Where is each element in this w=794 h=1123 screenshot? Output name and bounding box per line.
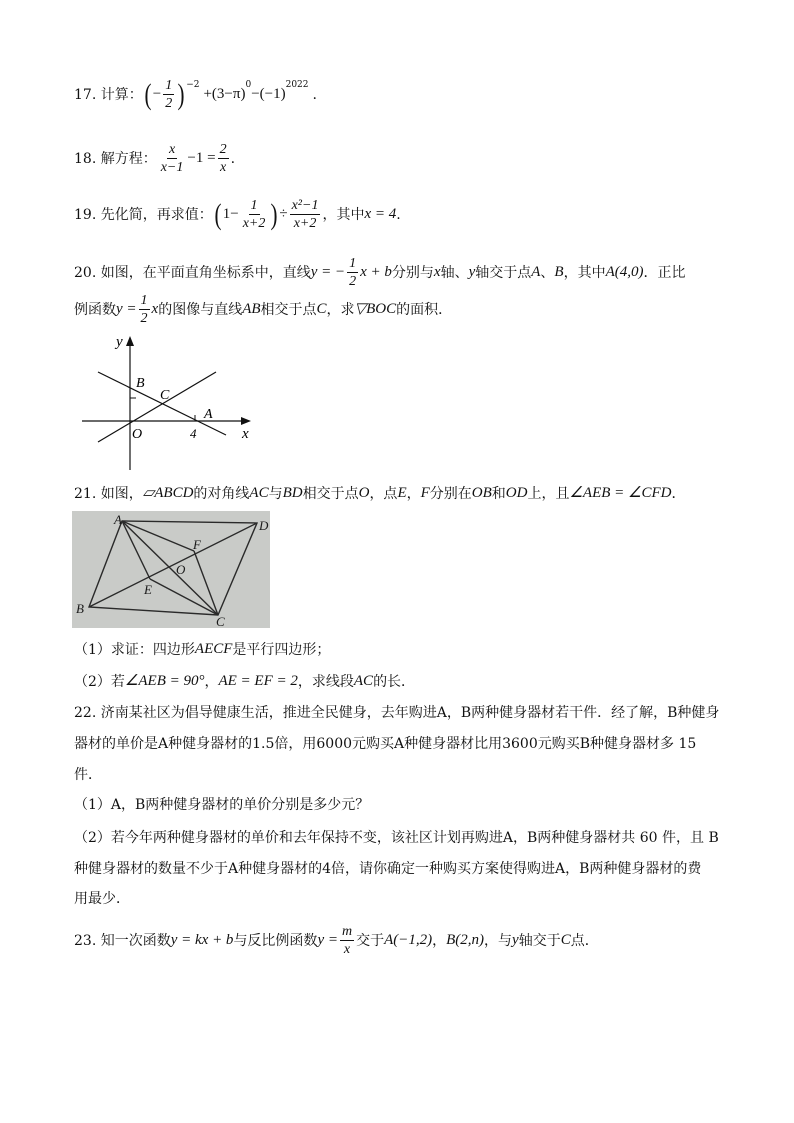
right-paren: ) bbox=[177, 77, 185, 111]
axis-y-label: y bbox=[116, 334, 123, 350]
question-22-line-3: 件． bbox=[74, 767, 102, 783]
q17-fraction: $\frac{1}{2}$ bbox=[165, 78, 173, 112]
q18-fraction-2: $\frac{2}{x}$ bbox=[219, 142, 227, 176]
question-21-part-1: （1）求证：四边形 AECF 是平行四边形； bbox=[74, 641, 331, 658]
q17-label: 17. 计算： bbox=[74, 86, 143, 103]
q18-label: 18. 解方程： bbox=[74, 150, 157, 167]
photo-label-F: F bbox=[193, 537, 201, 552]
photo-label-E: E bbox=[144, 582, 152, 597]
q20-coordinate-figure bbox=[76, 332, 256, 474]
q17-exponent-3: 2022 bbox=[285, 80, 309, 91]
question-21-part-2: （2）若 ∠AEB = 90° ， AE = EF = 2 ，求线段 AC 的长． bbox=[74, 673, 416, 690]
q19-fraction-2: $\frac{\text{x²−1}}{x+2}$ bbox=[291, 198, 319, 232]
question-22-part-2-line-2: 种健身器材的数量不少于A种健身器材的4倍，请你确定一种购买方案使得购进A，B两种健身器材的费 bbox=[74, 861, 702, 877]
q19-fraction-1: $\frac{1}{x+2}$ bbox=[242, 198, 266, 232]
photo-label-A: A bbox=[114, 512, 122, 527]
point-C-label: C bbox=[160, 388, 170, 403]
question-19: 19. 先化简，再求值： ( 1− $\frac{1}{x+2}$ ) ÷ $\frac{\text{x²−1}}{x+2}$ ，其中 x = 4 . bbox=[74, 197, 401, 232]
photo-label-C: C bbox=[216, 614, 225, 628]
question-20-line-2: 例函数 y = $\frac{1}{2}$ x 的图像与直线 AB 相交于点 C ，求 ▽BOC 的面积． bbox=[74, 293, 453, 327]
question-21: 21. 如图， ▱ABCD 的对角线 AC 与 BD 相交于点 O ，点 E ， F 分别在 OB 和 OD 上，且 ∠AEB = ∠CFD ． bbox=[74, 485, 686, 502]
question-20-line-1: 20. 如图，在平面直角坐标系中，直线 y = − $\frac{1}{2}$ x + b 分别与 x 轴、 y 轴交于点 A 、 B ，其中 A(4,0) ．正比 bbox=[74, 256, 686, 290]
photo-label-D: D bbox=[259, 518, 269, 533]
photo-label-B: B bbox=[76, 601, 84, 616]
q17-exponent-2: 0 bbox=[245, 80, 252, 91]
q17-term-2: +(3−π) bbox=[203, 86, 246, 103]
point-A-label: A bbox=[204, 407, 213, 422]
axis-x-label: x bbox=[242, 426, 249, 442]
question-18: 18. 解方程： $\frac{x}{x-1}$ −1 = $\frac{2}{x}$ . bbox=[74, 142, 236, 176]
point-B-label: B bbox=[136, 376, 145, 391]
photo-label-O: O bbox=[176, 562, 186, 577]
tick-4-label: 4 bbox=[190, 426, 197, 441]
question-22-line-1: 22. 济南某社区为倡导健康生活，推进全民健身，去年购进A，B两种健身器材若干件．经了解，B种健身 bbox=[74, 705, 720, 721]
question-17: 17. 计算： ( − $\frac{1}{2}$ ) −2 +(3−π) 0 −(−1) 2022 . bbox=[74, 77, 317, 112]
q17-exponent-1: −2 bbox=[186, 80, 200, 91]
left-paren: ( bbox=[144, 77, 152, 111]
origin-label: O bbox=[132, 427, 143, 442]
q21-parallelogram-figure bbox=[72, 511, 270, 628]
question-22-line-2: 器材的单价是A种健身器材的1.5倍，用6000元购买A种健身器材比用3600元购买B种健身器材多 15 bbox=[74, 736, 697, 752]
question-23: 23. 知一次函数 y = kx + b 与反比例函数 y = $\frac{m}{x}$ 交于 A(−1,2) ， B(2,n) ，与 y 轴交于 C 点． bbox=[74, 924, 599, 958]
question-22-part-1: （1）A，B两种健身器材的单价分别是多少元？ bbox=[74, 797, 370, 813]
question-22-part-2-line-3: 用最少． bbox=[74, 891, 130, 907]
q19-label: 19. 先化简，再求值： bbox=[74, 206, 213, 223]
q18-fraction-1: $\frac{x}{x-1}$ bbox=[160, 142, 184, 176]
q17-term-3: −(−1) bbox=[251, 86, 286, 103]
question-22-part-2-line-1: （2）若今年两种健身器材的单价和去年保持不变，该社区计划再购进A，B两种健身器材共 60 件，且 B bbox=[74, 830, 719, 846]
